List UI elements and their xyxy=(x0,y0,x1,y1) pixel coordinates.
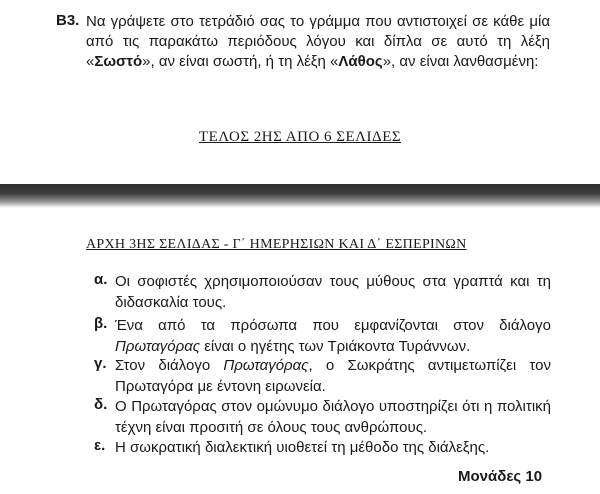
item-d-marker: δ. xyxy=(94,396,108,413)
intro-text-start: Να γράψετε στο τετράδιό σας το γράμμα που αντιστοιχεί σε κάθε μία από τις παρακάτω περιόδους λόγου και δίπλα σε αυτό τη λέξη « xyxy=(86,13,550,70)
item-c-marker: γ. xyxy=(94,355,107,372)
page-break-separator xyxy=(0,184,600,208)
item-e-marker: ε. xyxy=(94,437,106,454)
page-end-footer: ΤΕΛΟΣ 2ΗΣ ΑΠΟ 6 ΣΕΛΙΔΕΣ xyxy=(198,129,402,145)
item-d-text: Ο Πρωταγόρας στον ομώνυμο διάλογο υποστηρίζει ότι η πολιτική τέχνη είναι προσιτή σε όλους τους ανθρώπους. xyxy=(115,398,551,436)
intro-text-end: », αν είναι λανθασμένη: xyxy=(382,53,539,70)
item-b-text-start: Ένα από τα πρόσωπα που εμφανίζονται στον διάλογο xyxy=(115,317,551,334)
item-c-text-start: Στον διάλογο xyxy=(115,357,224,374)
item-c-text xyxy=(115,355,551,397)
item-b-text xyxy=(115,315,551,357)
question-intro xyxy=(86,12,550,72)
item-b-work-title: Πρωταγόρας xyxy=(115,338,201,355)
score-label: Μονάδες 10 xyxy=(458,468,543,485)
intro-text-middle: », αν είναι σωστή, ή τη λέξη « xyxy=(142,53,339,70)
item-c-work-title: Πρωταγόρας xyxy=(223,357,309,374)
item-b-marker: β. xyxy=(94,315,108,332)
item-a-text: Οι σοφιστές χρησιμοποιούσαν τους μύθους στα γραπτά και τη διδασκαλία τους. xyxy=(115,273,551,311)
correct-word: Σωστό xyxy=(94,53,143,70)
item-c-text-end: , ο Σωκράτης αντιμετωπίζει τον Πρωταγόρα με έντονη ειρωνεία. xyxy=(115,357,551,395)
page-start-header: ΑΡΧΗ 3ΗΣ ΣΕΛΙΔΑΣ - Γ΄ ΗΜΕΡΗΣΙΩΝ ΚΑΙ Δ΄ ΕΣΠΕΡΙΝΩΝ xyxy=(86,237,467,252)
question-label: Β3. xyxy=(56,12,80,29)
item-e-text: Η σωκρατική διαλεκτική υιοθετεί τη μέθοδο της διάλεξης. xyxy=(115,439,490,456)
item-b-text-end: είναι ο ηγέτης των Τριάκοντα Τυράννων. xyxy=(200,338,471,355)
wrong-word: Λάθος xyxy=(338,53,383,70)
item-a-marker: α. xyxy=(94,271,108,288)
